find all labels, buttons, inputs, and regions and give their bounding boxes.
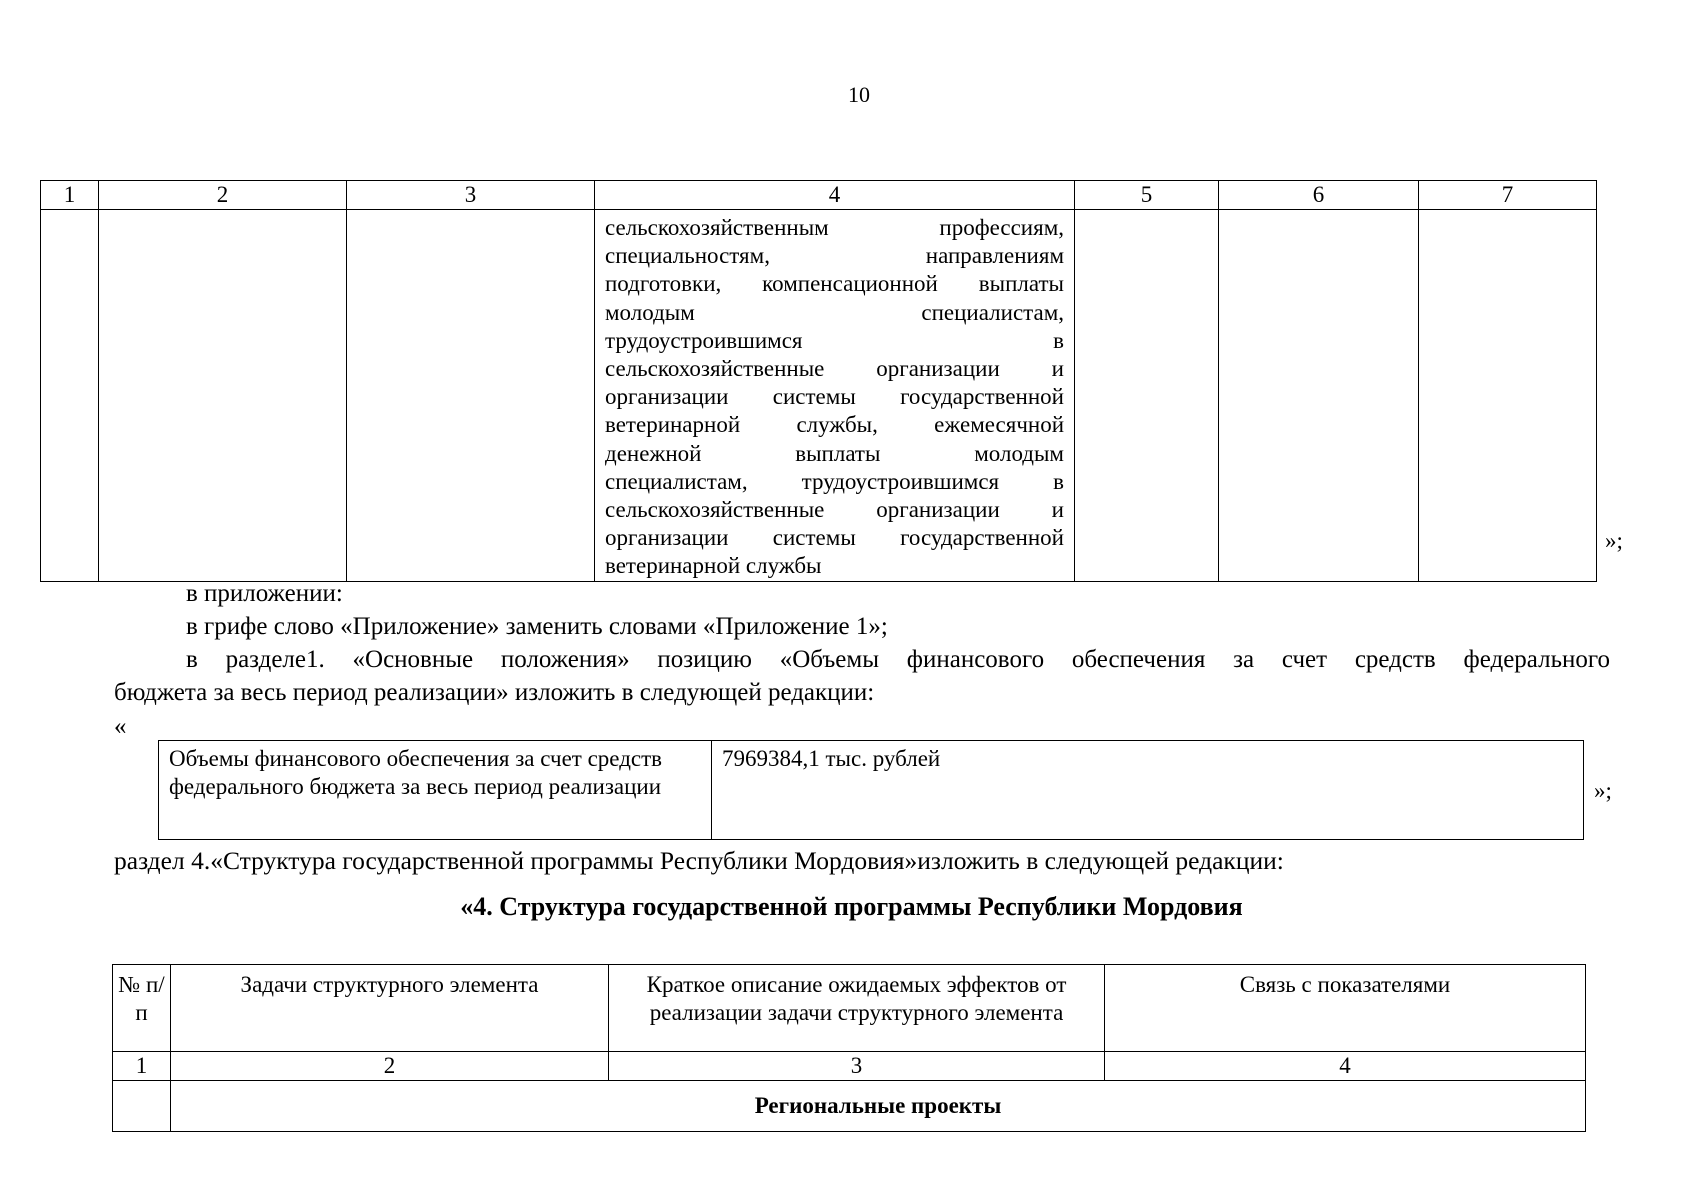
column-number: 7 xyxy=(1419,181,1597,210)
column-number: 5 xyxy=(1075,181,1219,210)
empty-cell xyxy=(347,210,595,582)
header-number: № п/п xyxy=(113,965,171,1052)
funding-label: Объемы финансового обеспечения за счет средств федерального бюджета за весь период реализации xyxy=(159,741,712,840)
closing-quote: »; xyxy=(1605,528,1623,553)
description-line: организации системы государственной xyxy=(605,525,1064,551)
description-line: подготовки, компенсационной выплаты xyxy=(605,271,1064,297)
empty-cell xyxy=(1419,210,1597,582)
description-line: специальностям, направлениям xyxy=(605,243,1064,269)
description-line: трудоустроившимся в xyxy=(605,327,1064,353)
column-number: 4 xyxy=(1105,1052,1586,1081)
table-row xyxy=(113,1081,1586,1132)
page-number: 10 xyxy=(848,82,870,107)
regional-projects-heading: Региональные проекты xyxy=(171,1081,1586,1132)
description-line: молодым специалистам, xyxy=(605,299,1064,325)
column-number: 4 xyxy=(595,181,1075,210)
description-line: сельскохозяйственные организации и xyxy=(605,356,1064,382)
paragraph-section4: раздел 4.«Структура государственной программы Республики Мордовия»изложить в следующей редакции: xyxy=(114,846,1284,875)
section-title: «4. Структура государственной программы Республики Мордовия xyxy=(460,892,1243,921)
funding-table xyxy=(158,740,1584,840)
description-line: сельскохозяйственные организации и xyxy=(605,497,1064,523)
open-quote: « xyxy=(114,713,127,740)
header-tasks: Задачи структурного элемента xyxy=(171,965,609,1052)
column-number: 6 xyxy=(1219,181,1419,210)
description-line: ветеринарной службы xyxy=(605,553,822,579)
column-number: 3 xyxy=(347,181,595,210)
description-line: организации системы государственной xyxy=(605,384,1064,410)
description-line: денежной выплаты молодым xyxy=(605,440,1064,466)
empty-cell xyxy=(99,210,347,582)
description-line: ветеринарной службы, ежемесячной xyxy=(605,412,1064,438)
column-number: 2 xyxy=(171,1052,609,1081)
header-indicators: Связь с показателями xyxy=(1105,965,1586,1052)
empty-cell xyxy=(1075,210,1219,582)
continuation-table xyxy=(40,180,1597,582)
closing-quote: »; xyxy=(1594,778,1612,803)
table-number-row xyxy=(113,1052,1586,1081)
paragraph-appendix: в приложении: xyxy=(186,580,343,607)
paragraph-stamp: в грифе слово «Приложение» заменить словами «Приложение 1»; xyxy=(186,613,888,640)
column-number: 1 xyxy=(113,1052,171,1081)
funding-value: 7969384,1 тыс. рублей xyxy=(712,741,1584,840)
column-number: 3 xyxy=(609,1052,1105,1081)
empty-cell xyxy=(41,210,99,582)
empty-cell xyxy=(113,1081,171,1132)
description-line: специалистам, трудоустроившимся в xyxy=(605,468,1064,494)
structure-table xyxy=(112,964,1586,1132)
table-header-row xyxy=(41,181,1597,210)
table-header-row xyxy=(113,965,1586,1052)
table-row xyxy=(41,210,1597,582)
description-cell xyxy=(595,210,1075,582)
description-line: сельскохозяйственным профессиям, xyxy=(605,215,1064,240)
paragraph-section1-line2: бюджета за весь период реализации» изложить в следующей редакции: xyxy=(114,679,875,706)
column-number: 2 xyxy=(99,181,347,210)
table-row xyxy=(159,741,1584,840)
empty-cell xyxy=(1219,210,1419,582)
column-number: 1 xyxy=(41,181,99,210)
header-effects: Краткое описание ожидаемых эффектов от реализации задачи структурного элемента xyxy=(609,965,1105,1052)
paragraph-section1-line1: в разделе1. «Основные положения» позицию «Объемы финансового обеспечения за счет средств федерального xyxy=(186,646,1610,673)
